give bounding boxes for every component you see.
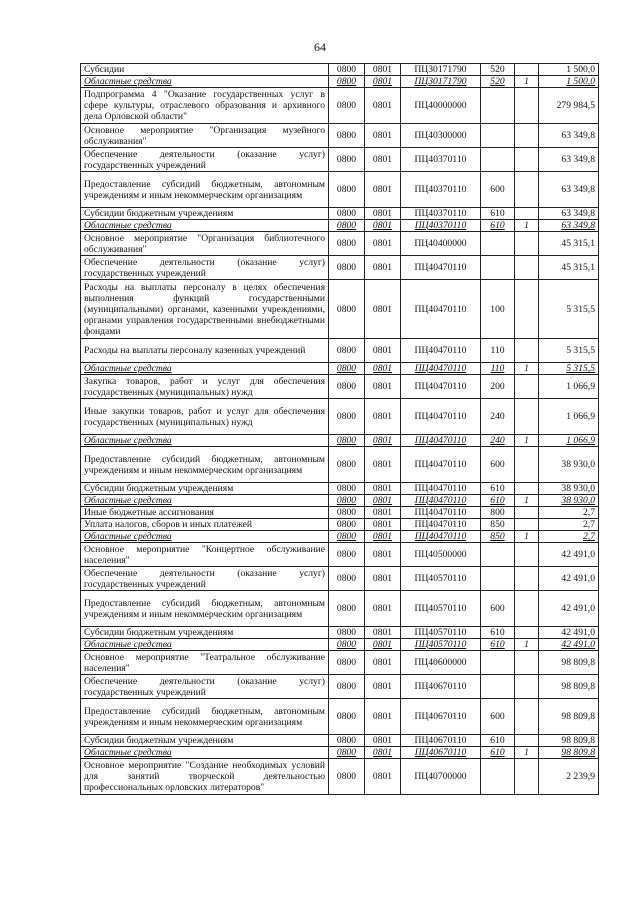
expense-type-cell: 610: [481, 220, 515, 232]
amount-cell: 63 349,8: [539, 172, 599, 208]
table-row: [81, 567, 599, 591]
table-row: [81, 591, 599, 627]
table-row: [81, 399, 599, 435]
funding-source-cell: [515, 507, 539, 519]
amount-cell: 5 315,5: [539, 280, 599, 339]
subsection-code-cell: 0801: [365, 639, 401, 651]
subsection-code-cell: 0801: [365, 124, 401, 148]
table-row: [81, 124, 599, 148]
funding-source-cell: [515, 447, 539, 483]
target-article-cell: ПЦ40470110: [401, 531, 481, 543]
section-code-cell: 0800: [329, 627, 365, 639]
table-row: [81, 88, 599, 124]
expenditure-name-cell: Основное мероприятие "Организация музейного обслуживания": [81, 124, 329, 148]
funding-source-cell: 1: [515, 76, 539, 88]
table-row-regional-funds: [81, 220, 599, 232]
table-row-regional-funds: [81, 363, 599, 375]
target-article-cell: ПЦ40700000: [401, 759, 481, 795]
subsection-code-cell: 0801: [365, 651, 401, 675]
funding-source-cell: [515, 399, 539, 435]
section-code-cell: 0800: [329, 76, 365, 88]
expenditure-name-cell: Уплата налогов, сборов и иных платежей: [81, 519, 329, 531]
expenditure-name-cell: Областные средства: [81, 747, 329, 759]
subsection-code-cell: 0801: [365, 339, 401, 363]
amount-cell: 1 066,9: [539, 399, 599, 435]
budget-table: [80, 63, 599, 795]
expenditure-name-cell: Субсидии бюджетным учреждениям: [81, 627, 329, 639]
expense-type-cell: 240: [481, 435, 515, 447]
amount-cell: 98 809,8: [539, 699, 599, 735]
target-article-cell: ПЦ40470110: [401, 280, 481, 339]
expenditure-name-cell: Областные средства: [81, 435, 329, 447]
target-article-cell: ПЦ40570110: [401, 639, 481, 651]
subsection-code-cell: 0801: [365, 256, 401, 280]
target-article-cell: ПЦ40470110: [401, 495, 481, 507]
amount-cell: 38 930,0: [539, 495, 599, 507]
page-number: 64: [314, 40, 326, 54]
target-article-cell: ПЦ30171790: [401, 76, 481, 88]
funding-source-cell: [515, 483, 539, 495]
subsection-code-cell: 0801: [365, 543, 401, 567]
amount-cell: 1 066,9: [539, 435, 599, 447]
expense-type-cell: 610: [481, 495, 515, 507]
table-row: [81, 447, 599, 483]
subsection-code-cell: 0801: [365, 232, 401, 256]
section-code-cell: 0800: [329, 435, 365, 447]
table-row: [81, 64, 599, 76]
section-code-cell: 0800: [329, 639, 365, 651]
amount-cell: 38 930,0: [539, 447, 599, 483]
section-code-cell: 0800: [329, 375, 365, 399]
funding-source-cell: 1: [515, 639, 539, 651]
section-code-cell: 0800: [329, 148, 365, 172]
target-article-cell: ПЦ30171790: [401, 64, 481, 76]
subsection-code-cell: 0801: [365, 531, 401, 543]
amount-cell: 2,7: [539, 531, 599, 543]
expenditure-name-cell: Субсидии: [81, 64, 329, 76]
funding-source-cell: 1: [515, 220, 539, 232]
expense-type-cell: [481, 675, 515, 699]
expenditure-name-cell: Основное мероприятие "Концертное обслуживание населения": [81, 543, 329, 567]
expenditure-name-cell: Предоставление субсидий бюджетным, автономным учреждениям и иным некоммерческим организациям: [81, 172, 329, 208]
expenditure-name-cell: Субсидии бюджетным учреждениям: [81, 208, 329, 220]
expenditure-name-cell: Субсидии бюджетным учреждениям: [81, 735, 329, 747]
expenditure-name-cell: Основное мероприятие "Организация библиотечного обслуживания": [81, 232, 329, 256]
amount-cell: 42 491,0: [539, 591, 599, 627]
amount-cell: 1 500,0: [539, 64, 599, 76]
expense-type-cell: [481, 256, 515, 280]
table-row: [81, 675, 599, 699]
target-article-cell: ПЦ40570110: [401, 627, 481, 639]
target-article-cell: ПЦ40470110: [401, 399, 481, 435]
expense-type-cell: 110: [481, 339, 515, 363]
subsection-code-cell: 0801: [365, 280, 401, 339]
funding-source-cell: 1: [515, 531, 539, 543]
amount-cell: 2 239,9: [539, 759, 599, 795]
section-code-cell: 0800: [329, 507, 365, 519]
subsection-code-cell: 0801: [365, 675, 401, 699]
section-code-cell: 0800: [329, 483, 365, 495]
table-row-regional-funds: [81, 76, 599, 88]
table-row: [81, 256, 599, 280]
subsection-code-cell: 0801: [365, 88, 401, 124]
expense-type-cell: 200: [481, 375, 515, 399]
amount-cell: 63 349,8: [539, 220, 599, 232]
expenditure-name-cell: Расходы на выплаты персоналу в целях обеспечения выполнения функций государственными (муниципальными) органами, казенными учреждениями, органами управления государственными внебюджетными фондами: [81, 280, 329, 339]
funding-source-cell: [515, 591, 539, 627]
subsection-code-cell: 0801: [365, 64, 401, 76]
subsection-code-cell: 0801: [365, 507, 401, 519]
table-row: [81, 280, 599, 339]
amount-cell: 1 500,0: [539, 76, 599, 88]
expense-type-cell: 800: [481, 507, 515, 519]
expense-type-cell: [481, 148, 515, 172]
expense-type-cell: 610: [481, 627, 515, 639]
funding-source-cell: [515, 375, 539, 399]
funding-source-cell: [515, 339, 539, 363]
subsection-code-cell: 0801: [365, 591, 401, 627]
expense-type-cell: [481, 232, 515, 256]
subsection-code-cell: 0801: [365, 148, 401, 172]
expenditure-name-cell: Закупка товаров, работ и услуг для обеспечения государственных (муниципальных) нужд: [81, 375, 329, 399]
target-article-cell: ПЦ40300000: [401, 124, 481, 148]
table-row-regional-funds: [81, 495, 599, 507]
subsection-code-cell: 0801: [365, 375, 401, 399]
table-row: [81, 651, 599, 675]
funding-source-cell: [515, 208, 539, 220]
subsection-code-cell: 0801: [365, 735, 401, 747]
section-code-cell: 0800: [329, 531, 365, 543]
amount-cell: 45 315,1: [539, 232, 599, 256]
section-code-cell: 0800: [329, 519, 365, 531]
funding-source-cell: [515, 64, 539, 76]
amount-cell: 279 984,5: [539, 88, 599, 124]
section-code-cell: 0800: [329, 675, 365, 699]
funding-source-cell: [515, 651, 539, 675]
subsection-code-cell: 0801: [365, 220, 401, 232]
table-row: [81, 148, 599, 172]
table-row-regional-funds: [81, 747, 599, 759]
funding-source-cell: [515, 232, 539, 256]
funding-source-cell: [515, 148, 539, 172]
expenditure-name-cell: Предоставление субсидий бюджетным, автономным учреждениям и иным некоммерческим организациям: [81, 699, 329, 735]
amount-cell: 42 491,0: [539, 627, 599, 639]
table-row: [81, 208, 599, 220]
subsection-code-cell: 0801: [365, 759, 401, 795]
expense-type-cell: 100: [481, 280, 515, 339]
expense-type-cell: 610: [481, 735, 515, 747]
target-article-cell: ПЦ40470110: [401, 447, 481, 483]
amount-cell: 45 315,1: [539, 256, 599, 280]
target-article-cell: ПЦ40570110: [401, 591, 481, 627]
expense-type-cell: 850: [481, 531, 515, 543]
target-article-cell: ПЦ40670110: [401, 675, 481, 699]
target-article-cell: ПЦ40670110: [401, 699, 481, 735]
expense-type-cell: 850: [481, 519, 515, 531]
table-row-regional-funds: [81, 531, 599, 543]
table-row: [81, 232, 599, 256]
funding-source-cell: [515, 124, 539, 148]
amount-cell: 98 809,8: [539, 735, 599, 747]
expense-type-cell: 600: [481, 699, 515, 735]
table-row-regional-funds: [81, 435, 599, 447]
target-article-cell: ПЦ40470110: [401, 519, 481, 531]
funding-source-cell: 1: [515, 435, 539, 447]
expense-type-cell: 600: [481, 591, 515, 627]
section-code-cell: 0800: [329, 280, 365, 339]
expenditure-name-cell: Основное мероприятие "Создание необходимых условий для занятий творческой деятельностью профессиональных орловских литераторов": [81, 759, 329, 795]
expenditure-name-cell: Подпрограмма 4 "Оказание государственных услуг в сфере культуры, отраслевого образования и архивного дела Орловской области": [81, 88, 329, 124]
expense-type-cell: 600: [481, 447, 515, 483]
target-article-cell: ПЦ40470110: [401, 363, 481, 375]
section-code-cell: 0800: [329, 759, 365, 795]
target-article-cell: ПЦ40570110: [401, 567, 481, 591]
subsection-code-cell: 0801: [365, 567, 401, 591]
target-article-cell: ПЦ40000000: [401, 88, 481, 124]
table-row: [81, 339, 599, 363]
table-row: [81, 543, 599, 567]
funding-source-cell: [515, 280, 539, 339]
subsection-code-cell: 0801: [365, 747, 401, 759]
expense-type-cell: [481, 567, 515, 591]
section-code-cell: 0800: [329, 567, 365, 591]
funding-source-cell: [515, 759, 539, 795]
section-code-cell: 0800: [329, 735, 365, 747]
amount-cell: 98 809,8: [539, 747, 599, 759]
target-article-cell: ПЦ40370110: [401, 208, 481, 220]
subsection-code-cell: 0801: [365, 399, 401, 435]
amount-cell: 63 349,8: [539, 124, 599, 148]
target-article-cell: ПЦ40500000: [401, 543, 481, 567]
expenditure-name-cell: Предоставление субсидий бюджетным, автономным учреждениям и иным некоммерческим организациям: [81, 447, 329, 483]
expense-type-cell: 110: [481, 363, 515, 375]
expense-type-cell: 240: [481, 399, 515, 435]
target-article-cell: ПЦ40400000: [401, 232, 481, 256]
section-code-cell: 0800: [329, 232, 365, 256]
table-row: [81, 519, 599, 531]
expense-type-cell: 520: [481, 76, 515, 88]
subsection-code-cell: 0801: [365, 76, 401, 88]
expenditure-name-cell: Предоставление субсидий бюджетным, автономным учреждениям и иным некоммерческим организациям: [81, 591, 329, 627]
amount-cell: 2,7: [539, 519, 599, 531]
table-row: [81, 375, 599, 399]
section-code-cell: 0800: [329, 747, 365, 759]
amount-cell: 42 491,0: [539, 639, 599, 651]
expense-type-cell: 610: [481, 208, 515, 220]
expenditure-name-cell: Обеспечение деятельности (оказание услуг) государственных учреждений: [81, 256, 329, 280]
expenditure-name-cell: Областные средства: [81, 76, 329, 88]
section-code-cell: 0800: [329, 220, 365, 232]
table-row: [81, 483, 599, 495]
section-code-cell: 0800: [329, 124, 365, 148]
section-code-cell: 0800: [329, 64, 365, 76]
target-article-cell: ПЦ40470110: [401, 375, 481, 399]
target-article-cell: ПЦ40470110: [401, 507, 481, 519]
amount-cell: 1 066,9: [539, 375, 599, 399]
table-row: [81, 735, 599, 747]
expenditure-name-cell: Расходы на выплаты персоналу казенных учреждений: [81, 339, 329, 363]
funding-source-cell: 1: [515, 363, 539, 375]
expense-type-cell: 520: [481, 64, 515, 76]
funding-source-cell: [515, 256, 539, 280]
section-code-cell: 0800: [329, 399, 365, 435]
target-article-cell: ПЦ40470110: [401, 435, 481, 447]
subsection-code-cell: 0801: [365, 627, 401, 639]
expenditure-name-cell: Обеспечение деятельности (оказание услуг) государственных учреждений: [81, 675, 329, 699]
table-row: [81, 627, 599, 639]
expense-type-cell: [481, 124, 515, 148]
funding-source-cell: 1: [515, 495, 539, 507]
expense-type-cell: 610: [481, 483, 515, 495]
section-code-cell: 0800: [329, 447, 365, 483]
section-code-cell: 0800: [329, 208, 365, 220]
funding-source-cell: [515, 567, 539, 591]
funding-source-cell: [515, 519, 539, 531]
amount-cell: 63 349,8: [539, 148, 599, 172]
expense-type-cell: [481, 651, 515, 675]
target-article-cell: ПЦ40370110: [401, 148, 481, 172]
subsection-code-cell: 0801: [365, 519, 401, 531]
target-article-cell: ПЦ40470110: [401, 339, 481, 363]
expenditure-name-cell: Иные закупки товаров, работ и услуг для обеспечения государственных (муниципальных) нужд: [81, 399, 329, 435]
section-code-cell: 0800: [329, 495, 365, 507]
expense-type-cell: [481, 543, 515, 567]
funding-source-cell: [515, 172, 539, 208]
expenditure-name-cell: Областные средства: [81, 363, 329, 375]
amount-cell: 42 491,0: [539, 567, 599, 591]
expenditure-name-cell: Обеспечение деятельности (оказание услуг) государственных учреждений: [81, 148, 329, 172]
target-article-cell: ПЦ40370110: [401, 220, 481, 232]
amount-cell: 5 315,5: [539, 339, 599, 363]
expenditure-name-cell: Иные бюджетные ассигнования: [81, 507, 329, 519]
section-code-cell: 0800: [329, 172, 365, 208]
funding-source-cell: [515, 543, 539, 567]
amount-cell: 38 930,0: [539, 483, 599, 495]
expense-type-cell: [481, 759, 515, 795]
section-code-cell: 0800: [329, 651, 365, 675]
expense-type-cell: 600: [481, 172, 515, 208]
section-code-cell: 0800: [329, 699, 365, 735]
target-article-cell: ПЦ40470110: [401, 483, 481, 495]
subsection-code-cell: 0801: [365, 495, 401, 507]
subsection-code-cell: 0801: [365, 447, 401, 483]
subsection-code-cell: 0801: [365, 363, 401, 375]
target-article-cell: ПЦ40600000: [401, 651, 481, 675]
table-row-regional-funds: [81, 639, 599, 651]
funding-source-cell: [515, 88, 539, 124]
funding-source-cell: [515, 699, 539, 735]
funding-source-cell: [515, 675, 539, 699]
section-code-cell: 0800: [329, 88, 365, 124]
subsection-code-cell: 0801: [365, 172, 401, 208]
target-article-cell: ПЦ40670110: [401, 735, 481, 747]
budget-table-body: [81, 64, 599, 795]
amount-cell: 98 809,8: [539, 675, 599, 699]
table-row: [81, 759, 599, 795]
target-article-cell: ПЦ40370110: [401, 172, 481, 208]
funding-source-cell: [515, 627, 539, 639]
subsection-code-cell: 0801: [365, 208, 401, 220]
expenditure-name-cell: Областные средства: [81, 495, 329, 507]
amount-cell: 63 349,8: [539, 208, 599, 220]
funding-source-cell: [515, 735, 539, 747]
target-article-cell: ПЦ40470110: [401, 256, 481, 280]
section-code-cell: 0800: [329, 591, 365, 627]
section-code-cell: 0800: [329, 543, 365, 567]
expenditure-name-cell: Основное мероприятие "Театральное обслуживание населения": [81, 651, 329, 675]
table-row: [81, 699, 599, 735]
section-code-cell: 0800: [329, 256, 365, 280]
table-row: [81, 507, 599, 519]
subsection-code-cell: 0801: [365, 699, 401, 735]
expenditure-name-cell: Обеспечение деятельности (оказание услуг) государственных учреждений: [81, 567, 329, 591]
amount-cell: 42 491,0: [539, 543, 599, 567]
target-article-cell: ПЦ40670110: [401, 747, 481, 759]
expenditure-name-cell: Областные средства: [81, 531, 329, 543]
expenditure-name-cell: Областные средства: [81, 639, 329, 651]
subsection-code-cell: 0801: [365, 435, 401, 447]
expense-type-cell: 610: [481, 747, 515, 759]
section-code-cell: 0800: [329, 363, 365, 375]
amount-cell: 2,7: [539, 507, 599, 519]
funding-source-cell: 1: [515, 747, 539, 759]
expense-type-cell: [481, 88, 515, 124]
expenditure-name-cell: Субсидии бюджетным учреждениям: [81, 483, 329, 495]
table-row: [81, 172, 599, 208]
amount-cell: 98 809,8: [539, 651, 599, 675]
expense-type-cell: 610: [481, 639, 515, 651]
subsection-code-cell: 0801: [365, 483, 401, 495]
amount-cell: 5 315,5: [539, 363, 599, 375]
section-code-cell: 0800: [329, 339, 365, 363]
expenditure-name-cell: Областные средства: [81, 220, 329, 232]
